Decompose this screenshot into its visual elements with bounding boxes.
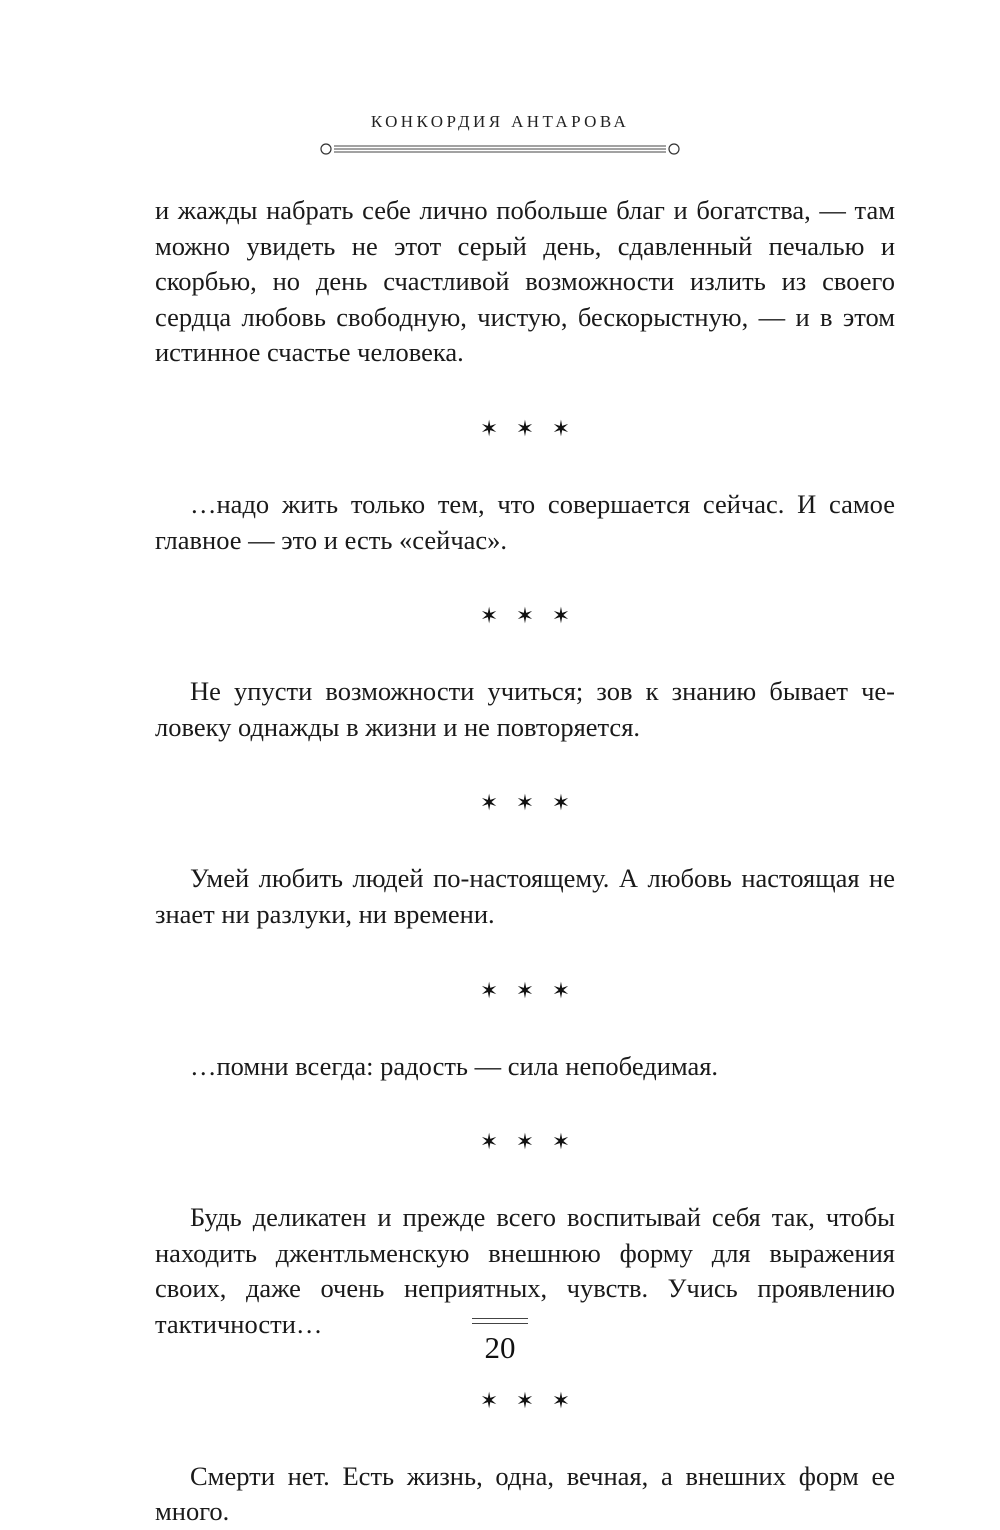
page-footer: [0, 1318, 1000, 1368]
section-separator: ✶ ✶ ✶: [479, 1129, 577, 1155]
paragraph-1: и жажды набрать себе лично побольше благ и богатства, — там можно увидеть не этот серый день, сдавленный печалью и скорбью, но день счастливой возможности излить из своего сердца любовь свободную, чистую, бескорыстную, — и в этом истинное счастье человека.: [155, 195, 895, 368]
paragraph-2: …надо жить только тем, что совершается сейчас. И самое главное — это и есть «сейчас».: [155, 488, 895, 555]
header-ornament: [320, 142, 680, 156]
paragraph-4: Умей любить людей по-настоящему. А любовь настоящая не знает ни разлуки, ни времени.: [155, 863, 895, 929]
ornament-rule-icon: [320, 142, 680, 156]
footer-rule: [472, 1318, 528, 1324]
paragraph-6: Будь деликатен и прежде всего воспитывай себя так, чтобы находить джентльменскую внешнюю форму для выражения своих, даже очень неприятных, чувств. Учись проявлению тактичности…: [155, 1202, 895, 1339]
paragraph-3: Не упусти возможности учиться; зов к знанию бывает человеку однажды в жизни и не повторяется.: [155, 676, 895, 742]
section-separator: ✶ ✶ ✶: [479, 1387, 577, 1413]
author-name: КОНКОРДИЯ АНТАРОВА: [370, 112, 630, 131]
page-number: 20: [484, 1330, 516, 1365]
running-header: [0, 112, 1000, 156]
section-separator: ✶ ✶ ✶: [479, 790, 577, 816]
section-separator: ✶ ✶ ✶: [479, 977, 577, 1003]
section-separator: ✶ ✶ ✶: [479, 603, 577, 629]
paragraph-7: Смерти нет. Есть жизнь, одна, вечная, а внешних форм ее много.: [155, 1460, 895, 1527]
paragraph-5: …помни всегда: радость — сила непобедимая.: [190, 1050, 719, 1081]
section-separator: ✶ ✶ ✶: [479, 415, 577, 441]
